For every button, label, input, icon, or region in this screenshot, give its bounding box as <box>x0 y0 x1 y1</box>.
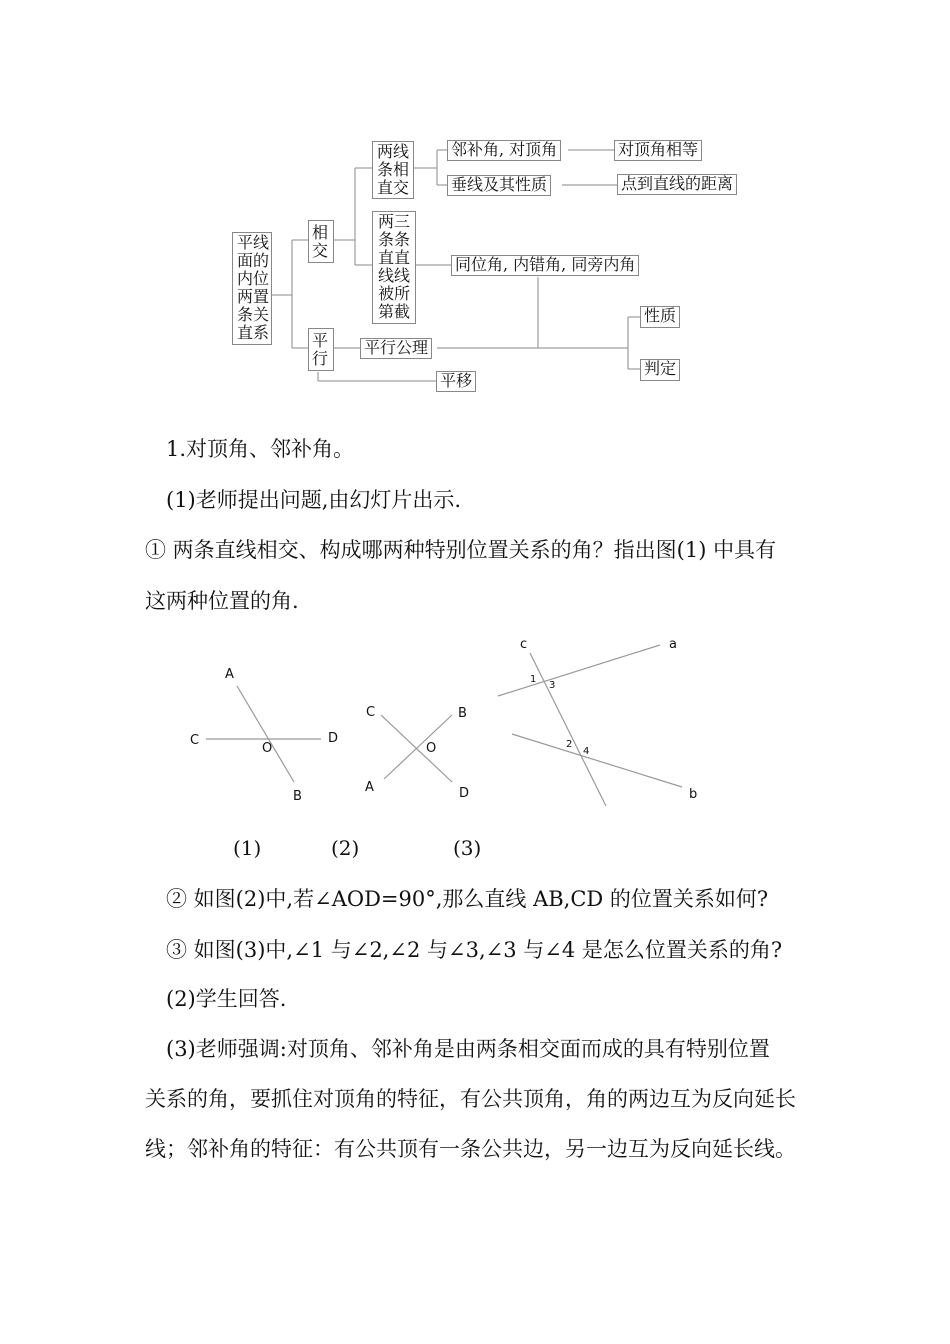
concept-xiangjiao-label: 相交 <box>311 223 328 260</box>
fig2-label-d: D <box>459 786 470 801</box>
fig2-label-b: B <box>458 706 467 721</box>
fig1-label-a: A <box>225 667 234 682</box>
concept-root-label: 平线面的内位两置条关直系 <box>236 233 269 342</box>
concept-linbu-duiding-label: 邻补角, 对顶角 <box>451 140 558 159</box>
concept-tongwei-label: 同位角, 内错角, 同旁内角 <box>455 255 636 274</box>
concept-gongli-label: 平行公理 <box>364 338 429 357</box>
concept-xingzhi-label: 性质 <box>644 306 677 325</box>
paragraph-1: (1)老师提出问题,由幻灯片出示. <box>166 488 462 512</box>
concept-pingyi-label: 平移 <box>440 371 473 390</box>
fig3-label-1: 1 <box>530 674 537 685</box>
fig2-label-o: O <box>426 741 437 756</box>
figure-caption-1: (1) <box>233 836 262 860</box>
fig3-line-a <box>498 645 660 696</box>
fig3-label-4: 4 <box>583 746 590 757</box>
fig2-line-ab <box>384 715 452 779</box>
fig1-label-c: C <box>190 733 200 748</box>
section-title: 1.对顶角、邻补角。 <box>166 437 355 461</box>
paragraph-3-line-1: (3)老师强调:对顶角、邻补角是由两条相交面而成的具有特别位置 <box>166 1037 770 1061</box>
figure-caption-3: (3) <box>453 836 482 860</box>
concept-two-lines-intersect-label: 两线条相直交 <box>376 142 409 197</box>
concept-dian-juli-label: 点到直线的距离 <box>621 174 734 193</box>
fig1-label-b: B <box>293 789 302 804</box>
fig1-label-d: D <box>328 731 339 746</box>
concept-chuixian-label: 垂线及其性质 <box>451 175 548 194</box>
concept-pingxing-label: 平行 <box>311 331 328 368</box>
fig3-line-c <box>530 653 606 806</box>
fig3-label-3: 3 <box>549 680 556 691</box>
question-2: ② 如图(2)中,若∠AOD=90°,那么直线 AB,CD 的位置关系如何? <box>166 887 769 911</box>
question-1-line-1: ① 两条直线相交、构成哪两种特别位置关系的角？指出图(1) 中具有 <box>145 538 777 562</box>
fig3-label-c: c <box>520 637 528 652</box>
paragraph-3-rest: 关系的角，要抓住对顶角的特征，有公共顶角，角的两边互为反向延长线；邻补角的特征：有公共顶有一条公共边，另一边互为反向延长线。 <box>145 1087 796 1161</box>
fig2-label-c: C <box>366 705 376 720</box>
question-3: ③ 如图(3)中,∠1 与∠2,∠2 与∠3,∠3 与∠4 是怎么位置关系的角? <box>166 938 783 962</box>
fig2-label-a: A <box>365 780 374 795</box>
fig1-label-o: O <box>262 741 273 756</box>
fig3-line-b <box>512 734 682 787</box>
fig3-label-a: a <box>669 637 677 652</box>
fig3-label-2: 2 <box>566 739 573 750</box>
concept-three-lines-label: 两三条条直直线线被所第截 <box>377 212 410 321</box>
fig3-label-b: b <box>689 787 698 802</box>
fig1-line-ab <box>237 686 294 782</box>
paragraph-2: (2)学生回答. <box>166 987 287 1011</box>
figure-caption-2: (2) <box>331 836 360 860</box>
concept-panding-label: 判定 <box>644 359 677 378</box>
question-1-line-2: 这两种位置的角. <box>145 589 299 613</box>
concept-duiding-xiangdeng-label: 对顶角相等 <box>618 140 699 159</box>
